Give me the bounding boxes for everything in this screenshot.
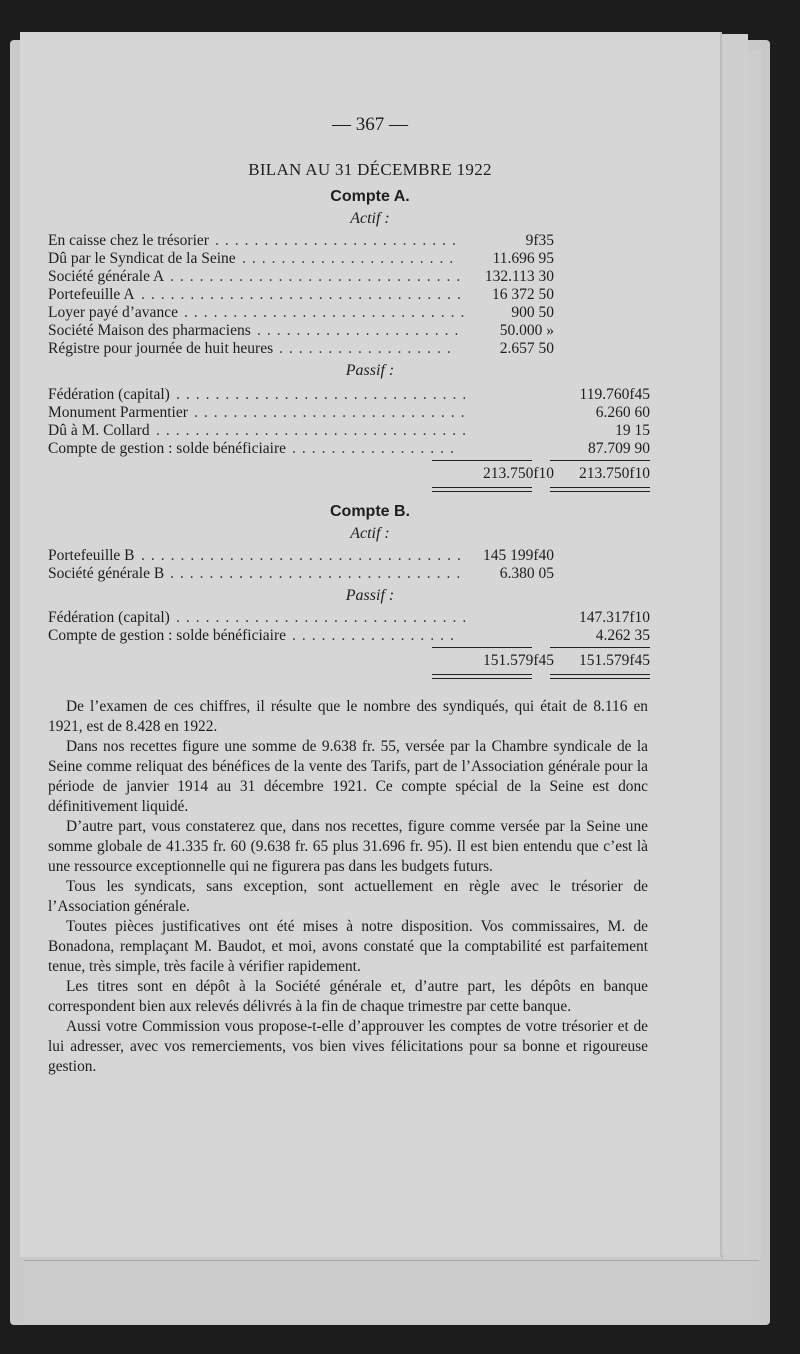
leader-dots: ................. bbox=[292, 627, 460, 644]
row-amount: 87.709 90 bbox=[588, 440, 650, 457]
paragraph: Toutes pièces justificatives ont été mises à notre disposition. Vos commissaires, M. de Bonadona, remplaçant M. Baudot, et moi, avons constaté que la comptabilité est parfaitement tenue, très simple, très facile à vérifier rapidement. bbox=[48, 918, 648, 975]
leader-dots: .............................. bbox=[176, 609, 473, 626]
compte-a-totals bbox=[48, 465, 648, 483]
rule bbox=[432, 460, 532, 461]
spacer bbox=[48, 632, 648, 650]
compte-b-passif-row bbox=[48, 609, 648, 627]
row-label: Dû par le Syndicat de la Seine bbox=[48, 250, 236, 267]
compte-b-actif-row bbox=[48, 565, 648, 583]
compte-a-passif-row bbox=[48, 422, 648, 440]
compte-b-passif-heading: Passif : bbox=[345, 587, 395, 604]
compte-a-passif-row bbox=[48, 386, 648, 404]
compte-a-actif-row bbox=[48, 340, 648, 358]
rule bbox=[550, 460, 650, 461]
double-rule bbox=[432, 674, 532, 679]
compte-a-passif-heading: Passif : bbox=[345, 362, 395, 379]
page-number: — 367 — bbox=[332, 114, 408, 135]
total-actif: 213.750f10 bbox=[482, 465, 554, 482]
document-page bbox=[20, 32, 720, 1257]
row-amount: 147.317f10 bbox=[578, 609, 650, 626]
compte-a-passif-row bbox=[48, 404, 648, 422]
row-label: Société générale A bbox=[48, 268, 165, 285]
row-label: Dû à M. Collard bbox=[48, 422, 150, 439]
compte-a-actif-row bbox=[48, 322, 648, 340]
row-label: Loyer payé d’avance bbox=[48, 304, 178, 321]
row-amount: 4.262 35 bbox=[595, 627, 650, 644]
row-amount: 50.000 » bbox=[499, 322, 554, 339]
leader-dots: ............................. bbox=[184, 304, 471, 321]
paragraph: Tous les syndicats, sans exception, sont actuellement en règle avec le trésorier de l’Association générale. bbox=[48, 878, 648, 915]
compte-b-actif-row bbox=[48, 547, 648, 565]
leader-dots: ................................ bbox=[156, 422, 472, 439]
leader-dots: .................. bbox=[279, 340, 457, 357]
compte-a-actif-row bbox=[48, 286, 648, 304]
row-amount: 16 372 50 bbox=[492, 286, 554, 303]
row-amount: 2.657 50 bbox=[499, 340, 554, 357]
compte-a-actif-row bbox=[48, 250, 648, 268]
leader-dots: ...................... bbox=[242, 250, 460, 267]
compte-a-actif-row bbox=[48, 268, 648, 286]
leader-dots: .............................. bbox=[170, 268, 467, 285]
leader-dots: .............................. bbox=[176, 386, 473, 403]
compte-a-title: Compte A. bbox=[330, 188, 410, 205]
leader-dots: .............................. bbox=[170, 565, 467, 582]
row-label: Portefeuille A bbox=[48, 286, 135, 303]
total-actif: 151.579f45 bbox=[482, 652, 554, 669]
body-text bbox=[48, 697, 648, 1077]
double-rule bbox=[432, 487, 532, 492]
double-rule bbox=[550, 674, 650, 679]
leader-dots: ......................... bbox=[215, 232, 462, 249]
row-amount: 132.113 30 bbox=[484, 268, 554, 285]
double-rule bbox=[550, 487, 650, 492]
row-amount: 6.380 05 bbox=[499, 565, 554, 582]
leader-dots: ............................ bbox=[194, 404, 471, 421]
row-label: Régistre pour journée de huit heures bbox=[48, 340, 274, 357]
paragraph: Les titres sont en dépôt à la Société générale et, d’autre part, les dépôts en banque correspondent bien aux relevés délivrés à la fin de chaque trimestre par cette banque. bbox=[48, 978, 648, 1015]
compte-b-title: Compte B. bbox=[330, 503, 410, 520]
total-passif: 213.750f10 bbox=[578, 465, 650, 482]
paragraph: D’autre part, vous constaterez que, dans nos recettes, figure comme versée par la Seine une somme globale de 41.335 fr. 60 (9.638 fr. 65 plus 31.696 fr. 95). Il est bien entendu que c’est là une ressource exceptionnelle qui ne figurera pas dans les budgets futurs. bbox=[48, 818, 648, 875]
row-label: Compte de gestion : solde bénéficiaire bbox=[48, 440, 287, 457]
row-label: En caisse chez le trésorier bbox=[48, 232, 209, 249]
compte-a-actif-heading: Actif : bbox=[350, 210, 390, 227]
compte-a-actif-row bbox=[48, 304, 648, 322]
leader-dots: ..................... bbox=[257, 322, 465, 339]
compte-b-totals bbox=[48, 652, 648, 670]
row-amount: 19 15 bbox=[615, 422, 650, 439]
row-amount: 900 50 bbox=[511, 304, 554, 321]
row-label: Portefeuille B bbox=[48, 547, 135, 564]
row-label: Monument Parmentier bbox=[48, 404, 188, 421]
leader-dots: ................................. bbox=[141, 286, 467, 303]
bottom-sheet bbox=[24, 1260, 759, 1323]
row-label: Compte de gestion : solde bénéficiaire bbox=[48, 627, 287, 644]
row-label: Société générale B bbox=[48, 565, 165, 582]
row-label: Fédération (capital) bbox=[48, 609, 170, 626]
row-label: Société Maison des pharmaciens bbox=[48, 322, 251, 339]
row-amount: 9f35 bbox=[525, 232, 554, 249]
row-amount: 119.760f45 bbox=[579, 386, 650, 403]
row-amount: 145 199f40 bbox=[482, 547, 554, 564]
paragraph: Dans nos recettes figure une somme de 9.638 fr. 55, versée par la Chambre syndicale de la Seine comme reliquat des bénéfices de la vente des Tarifs, part de l’Association générale pour la période de janvier 1914 au 31 décembre 1921. Ce compte spécial de la Seine est donc définitivement liquidé. bbox=[48, 738, 648, 815]
paragraph: Aussi votre Commission vous propose-t-elle d’approuver les comptes de votre trésorier et de lui adresser, avec vos remerciements, vos bien vives félicitations pour sa bonne et rigoureuse gestion. bbox=[48, 1018, 648, 1075]
compte-b-actif-heading: Actif : bbox=[350, 525, 390, 542]
row-label: Fédération (capital) bbox=[48, 386, 170, 403]
leader-dots: ................................. bbox=[141, 547, 467, 564]
leader-dots: ................. bbox=[292, 440, 460, 457]
page-edge bbox=[722, 50, 761, 1260]
row-amount: 11.696 95 bbox=[492, 250, 554, 267]
bilan-title: BILAN AU 31 DÉCEMBRE 1922 bbox=[248, 160, 492, 179]
paragraph: De l’examen de ces chiffres, il résulte que le nombre des syndiqués, qui était de 8.116 en 1921, est de 8.428 en 1922. bbox=[48, 698, 648, 735]
compte-a-passif-row bbox=[48, 440, 648, 458]
row-amount: 6.260 60 bbox=[595, 404, 650, 421]
total-passif: 151.579f45 bbox=[578, 652, 650, 669]
compte-a-actif-row bbox=[48, 232, 648, 250]
